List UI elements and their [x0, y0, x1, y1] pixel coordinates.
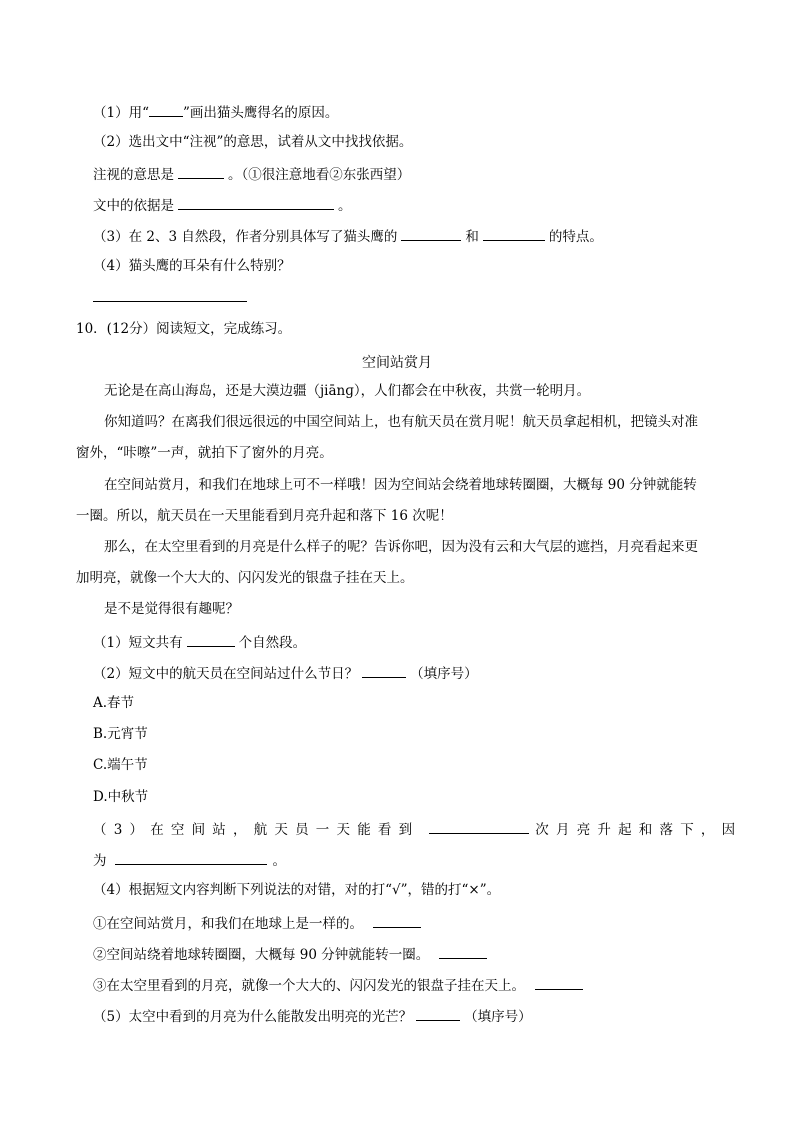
blank-underline[interactable] [149, 102, 183, 117]
q10-sub3-line2: 为 。 [93, 850, 286, 870]
q10-sub3-line1: （3）在空间站，航天员一天能看到 次月亮升起和落下，因 [93, 819, 742, 839]
passage-p2-line1: 你知道吗？在离我们很远很远的中国空间站上，也有航天员在赏月呢！航天员拿起相机，把镜头对准 [104, 414, 698, 430]
q10-sub1: （1）短文共有 个自然段。 [93, 632, 306, 652]
passage-p5: 是不是觉得很有趣呢？ [104, 601, 239, 617]
passage-title: 空间站赏月 [362, 355, 432, 371]
passage-p3-line1: 在空间站赏月，和我们在地球上可不一样哦！因为空间站会绕着地球转圈圈，大概每 90 分钟就能转 [104, 477, 697, 493]
judge-3: ③在太空里看到的月亮，就像一个大大的、闪闪发光的银盘子挂在天上。 [93, 975, 587, 995]
q10-header: 10．(12分）阅读短文，完成练习。 [76, 321, 292, 337]
passage-p4-line1: 那么，在太空里看到的月亮是什么样子的呢？告诉你吧，因为没有云和大气层的遮挡，月亮看起来更 [104, 539, 698, 555]
judge-1: ①在空间站赏月，和我们在地球上是一样的。 [93, 913, 425, 933]
passage-p4-line2: 加明亮，就像一个大大的、闪闪发光的银盘子挂在天上。 [76, 570, 414, 586]
reason-blank[interactable] [115, 850, 267, 865]
judge-1-blank[interactable] [373, 913, 421, 928]
q10-sub4: （4）根据短文内容判断下列说法的对错，对的打“√”，错的打“×”。 [93, 882, 501, 898]
option-d[interactable]: D.中秋节 [93, 789, 149, 805]
q10-sub2: （2）短文中的航天员在空间站过什么节日？ （填序号） [93, 663, 478, 683]
feature-blank-2[interactable] [483, 226, 545, 241]
basis-blank[interactable] [178, 195, 334, 210]
meaning-blank[interactable] [178, 164, 224, 179]
option-a[interactable]: A.春节 [93, 695, 135, 711]
q9-sub2: （2）选出文中“注视”的意思，试着从文中找找依据。 [93, 134, 413, 150]
option-c[interactable]: C.端午节 [93, 757, 148, 773]
feature-blank-1[interactable] [401, 226, 461, 241]
judge-2: ②空间站绕着地球转圈圈，大概每 90 分钟就能转一圈。 [93, 944, 491, 964]
passage-p2-line2: 窗外，“咔嚓”一声，就拍下了窗外的月亮。 [76, 445, 333, 461]
brightness-reason-blank[interactable] [416, 1006, 460, 1021]
judge-2-blank[interactable] [439, 944, 487, 959]
q9-basis-line: 文中的依据是 。 [93, 195, 352, 215]
judge-3-blank[interactable] [535, 975, 583, 990]
paragraph-count-blank[interactable] [187, 632, 235, 647]
q10-sub5: （5）太空中看到的月亮为什么能散发出明亮的光芒？ （填序号） [93, 1006, 532, 1026]
festival-blank[interactable] [362, 663, 406, 678]
q9-meaning-line: 注视的意思是 。（①很注意地看②东张西望） [93, 164, 410, 184]
q9-sub1: （1）用“ ”画出猫头鹰得名的原因。 [93, 102, 338, 122]
moonrise-count-blank[interactable] [429, 819, 529, 834]
passage-p3-line2: 一圈。所以，航天员在一天里能看到月亮升起和落下 16 次呢！ [76, 508, 453, 524]
q9-sub4: （4）猫头鹰的耳朵有什么特别？ [93, 258, 291, 274]
option-b[interactable]: B.元宵节 [93, 726, 148, 742]
answer-line[interactable] [93, 301, 247, 302]
q9-sub3: （3）在 2、3 自然段，作者分别具体写了猫头鹰的 和 的特点。 [93, 226, 603, 246]
passage-p1: 无论是在高山海岛，还是大漠边疆（jiānɡ），人们都会在中秋夜，共赏一轮明月。 [104, 383, 591, 399]
